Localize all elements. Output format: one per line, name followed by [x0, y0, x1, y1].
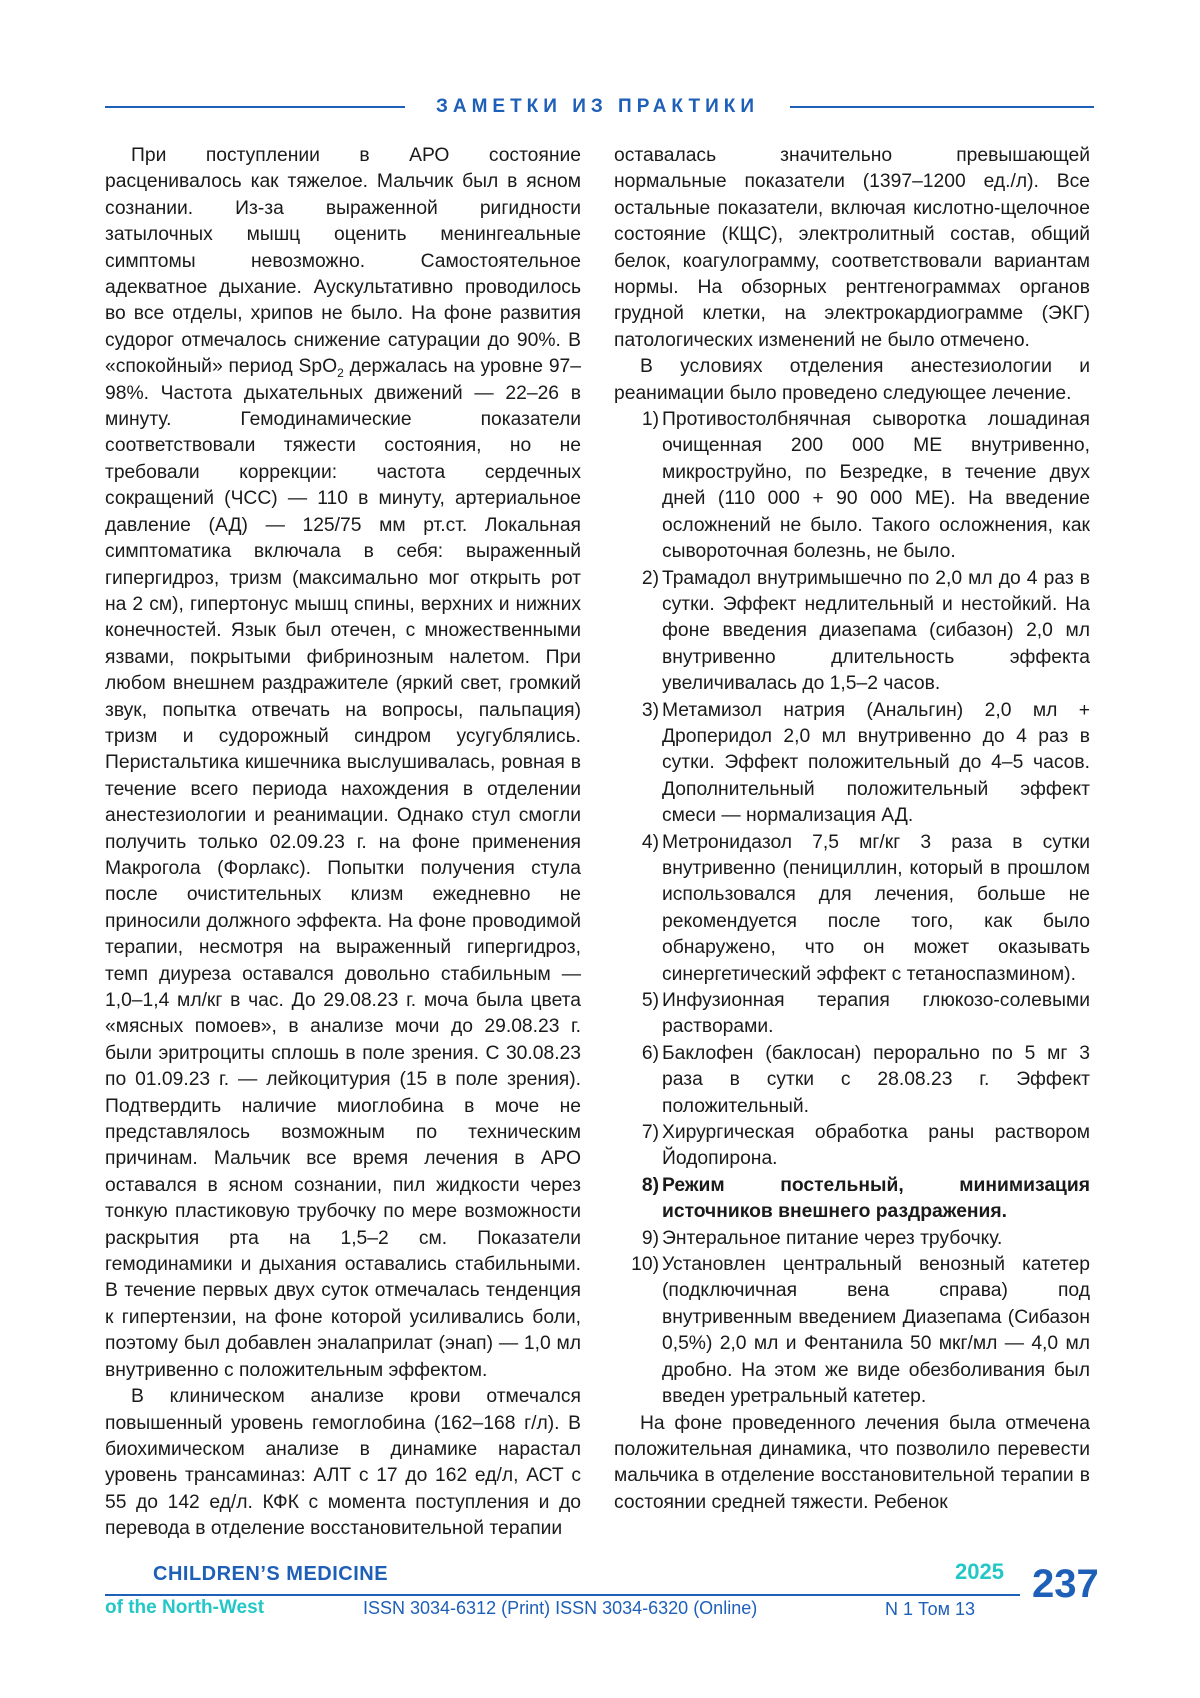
list-item [614, 1252, 1090, 1410]
journal-title-line-2: of the North-West [105, 1597, 265, 1618]
list-item-text: Энтеральное питание через трубочку. [662, 1227, 1003, 1249]
list-item [614, 1041, 1090, 1120]
spo2-subscript: 2 [337, 366, 344, 381]
list-item-number: 5) [641, 990, 659, 1011]
list-item-text: Трамадол внутримышечно по 2,0 мл до 4 раз в сутки. Эффект недлительный и нестойкий. На фоне введения диазепама (сибазон) 2,0 мл внутривенно длительность эффекта увеличивалась до 1,5–2 часов. [662, 567, 1090, 695]
list-item-text: Инфузионная терапия глюкозо-солевыми растворами. [662, 990, 1090, 1038]
list-item-number: 6) [641, 1042, 659, 1064]
footer-rule [105, 1594, 1020, 1596]
right-paragraph-2: В условиях отделения анестезиологии и реанимации было проведено следующее лечение. [614, 356, 1090, 404]
list-item-number: 4) [641, 831, 659, 853]
list-item [614, 988, 1090, 1041]
list-item-text: Метронидазол 7,5 мг/кг 3 раза в сутки внутривенно (пенициллин, который в прошлом использовался для лечения, больше не рекомендуется после того, как было обнаружено, что он может оказывать синергетический эффект с тетаноспазмином). [662, 831, 1090, 985]
list-item [614, 830, 1090, 988]
list-item-text: Установлен центральный венозный катетер (подключичная вена справа) под внутривенным введением Диазепама (Сибазон 0,5%) 2,0 мл и Фентанила 50 мкг/мл — 4,0 мл дробно. На этом же виде обезболивания был введен уретральный катетер. [662, 1254, 1090, 1408]
list-item-number: 9) [641, 1227, 659, 1249]
list-item [614, 407, 1090, 565]
left-paragraph-2: В клиническом анализе крови отмечался повышенный уровень гемоглобина (162–168 г/л). В биохимическом анализе в динамике нарастал уровень трансаминаз: АЛТ с 17 до 162 ед/л, АСТ с 55 до 142 ед/л. КФК с момента поступления и до перевода в отделение восстановительной терапии [105, 1386, 581, 1540]
left-paragraph-1-part-b: держалась на уровне 97–98%. Частота дыхательных движений — 22–26 в минуту. Гемодинамические показатели соответствовали тяжести состояния, но не требовали коррекции: частота сердечных сокращений (ЧСС) — 110 в минуту, артериальное давление (АД) — 125/75 мм рт.ст. Локальная симптоматика включала в себя: выраженный гипергидроз, тризм (максимально мог открыть рот на 2 см), гипертонус мышц спины, верхних и нижних конечностей. Язык был отечен, с множественными язвами, покрытыми фибринозным налетом. При любом внешнем раздражителе (яркий свет, громкий звук, попытка отвечать на вопросы, пальпация) тризм и судорожный синдром усугублялись. Перистальтика кишечника выслушивалась, ровная в течение всего периода нахождения в отделении анестезиологии и реанимации. Однако стул смогли получить только 02.09.23 г. на фоне применения Макрогола (Форлакс). Попытки получения стула после очистительных клизм ежедневно не приносили должного эффекта. На фоне проводимой терапии, несмотря на выраженный гипергидроз, темп диуреза оставался довольно стабильным — 1,0–1,4 мл/кг в час. До 29.08.23 г. моча была цвета «мясных помоев», в анализе мочи до 29.08.23 г. были эритроциты сплошь в поле зрения. С 30.08.23 по 01.09.23 г. — лейкоцитурия (15 в поле зрения). Подтвердить наличие миоглобина в моче не представлялось возможным по техническим причинам. Мальчик все время лечения в АРО оставался в ясном сознании, пил жидкости через тонкую пластиковую трубочку по мере возможности раскрытия рта на 1,5–2 см. Показатели гемодинамики и дыхания оставались стабильными. В течение первых двух суток отмечалась тенденция к гипертензии, на фоне которой усиливались боли, поэтому был добавлен эналаприлат (энап) — 1,0 мл внутривенно с положительным эффектом. [105, 356, 581, 1381]
page-number: 237 [1032, 1562, 1099, 1606]
list-item [614, 698, 1090, 830]
header-rule-right [790, 106, 1094, 108]
right-column [614, 143, 1090, 1516]
list-item-number: 3) [641, 699, 659, 721]
treatment-list [614, 407, 1090, 1410]
left-column [105, 143, 581, 1543]
list-item-number: 2) [641, 567, 659, 589]
issue-year: 2025 [955, 1559, 1004, 1584]
list-item [614, 1120, 1090, 1173]
list-item-text: Хирургическая обработка раны раствором Йодопирона. [662, 1122, 1090, 1170]
list-item-number: 8) [641, 1174, 659, 1196]
header-rule-left [105, 106, 405, 108]
list-item-number: 7) [641, 1122, 659, 1144]
list-item-text: Противостолбнячная сыворотка лошадиная очищенная 200 000 МЕ внутривенно, микроструйно, по Безредке, в течение двух дней (110 000 + 90 000 МЕ). На введение осложнений не было. Такого осложнения, как сывороточная болезнь, не было. [662, 409, 1090, 563]
issue-volume: N 1 Том 13 [885, 1599, 976, 1619]
section-title: ЗАМЕТКИ ИЗ ПРАКТИКИ [435, 96, 760, 117]
list-item [614, 566, 1090, 698]
left-paragraph-1 [105, 143, 581, 1384]
list-item-number: 1) [641, 409, 659, 431]
right-paragraph-3: На фоне проведенного лечения была отмечена положительная динамика, что позволило перевести мальчика в отделение восстановительной терапии в состоянии средней тяжести. Ребенок [614, 1412, 1090, 1513]
issn-text: ISSN 3034-6312 (Print) ISSN 3034-6320 (Online) [363, 1598, 758, 1618]
list-item-text: Метамизол натрия (Анальгин) 2,0 мл + Дроперидол 2,0 мл внутривенно до 4 раз в сутки. Эффект положительный до 4–5 часов. Дополнительный положительный эффект смеси — нормализация АД. [662, 699, 1090, 827]
list-item-text: Баклофен (баклосан) перорально по 5 мг 3 раза в сутки с 28.08.23 г. Эффект положительный. [662, 1042, 1090, 1117]
left-paragraph-1-part-a: При поступлении в АРО состояние расценивалось как тяжелое. Мальчик был в ясном сознании. Из-за выраженной ригидности затылочных мышц оценить менингеальные симптомы невозможно. Самостоятельное адекватное дыхание. Аускультативно проводилось во все отделы, хрипов не было. На фоне развития судорог отмечалось снижение сатурации до 90%. В «спокойный» период SpO [105, 145, 581, 378]
list-item-text: Режим постельный, минимизация источников внешнего раздражения. [662, 1174, 1090, 1223]
journal-title-line-1: CHILDREN’S MEDICINE [153, 1563, 389, 1585]
list-item-number: 10) [631, 1254, 659, 1276]
list-item [614, 1173, 1090, 1226]
right-paragraph-1: оставалась значительно превышающей нормальные показатели (1397–1200 ед./л). Все остальные показатели, включая кислотно-щелочное состояние (КЩС), электролитный состав, общий белок, коагулограмму, соответствовали вариантам нормы. На обзорных рентгенограммах органов грудной клетки, на электрокардиограмме (ЭКГ) патологических изменений не было отмечено. [614, 145, 1090, 351]
list-item [614, 1226, 1090, 1252]
